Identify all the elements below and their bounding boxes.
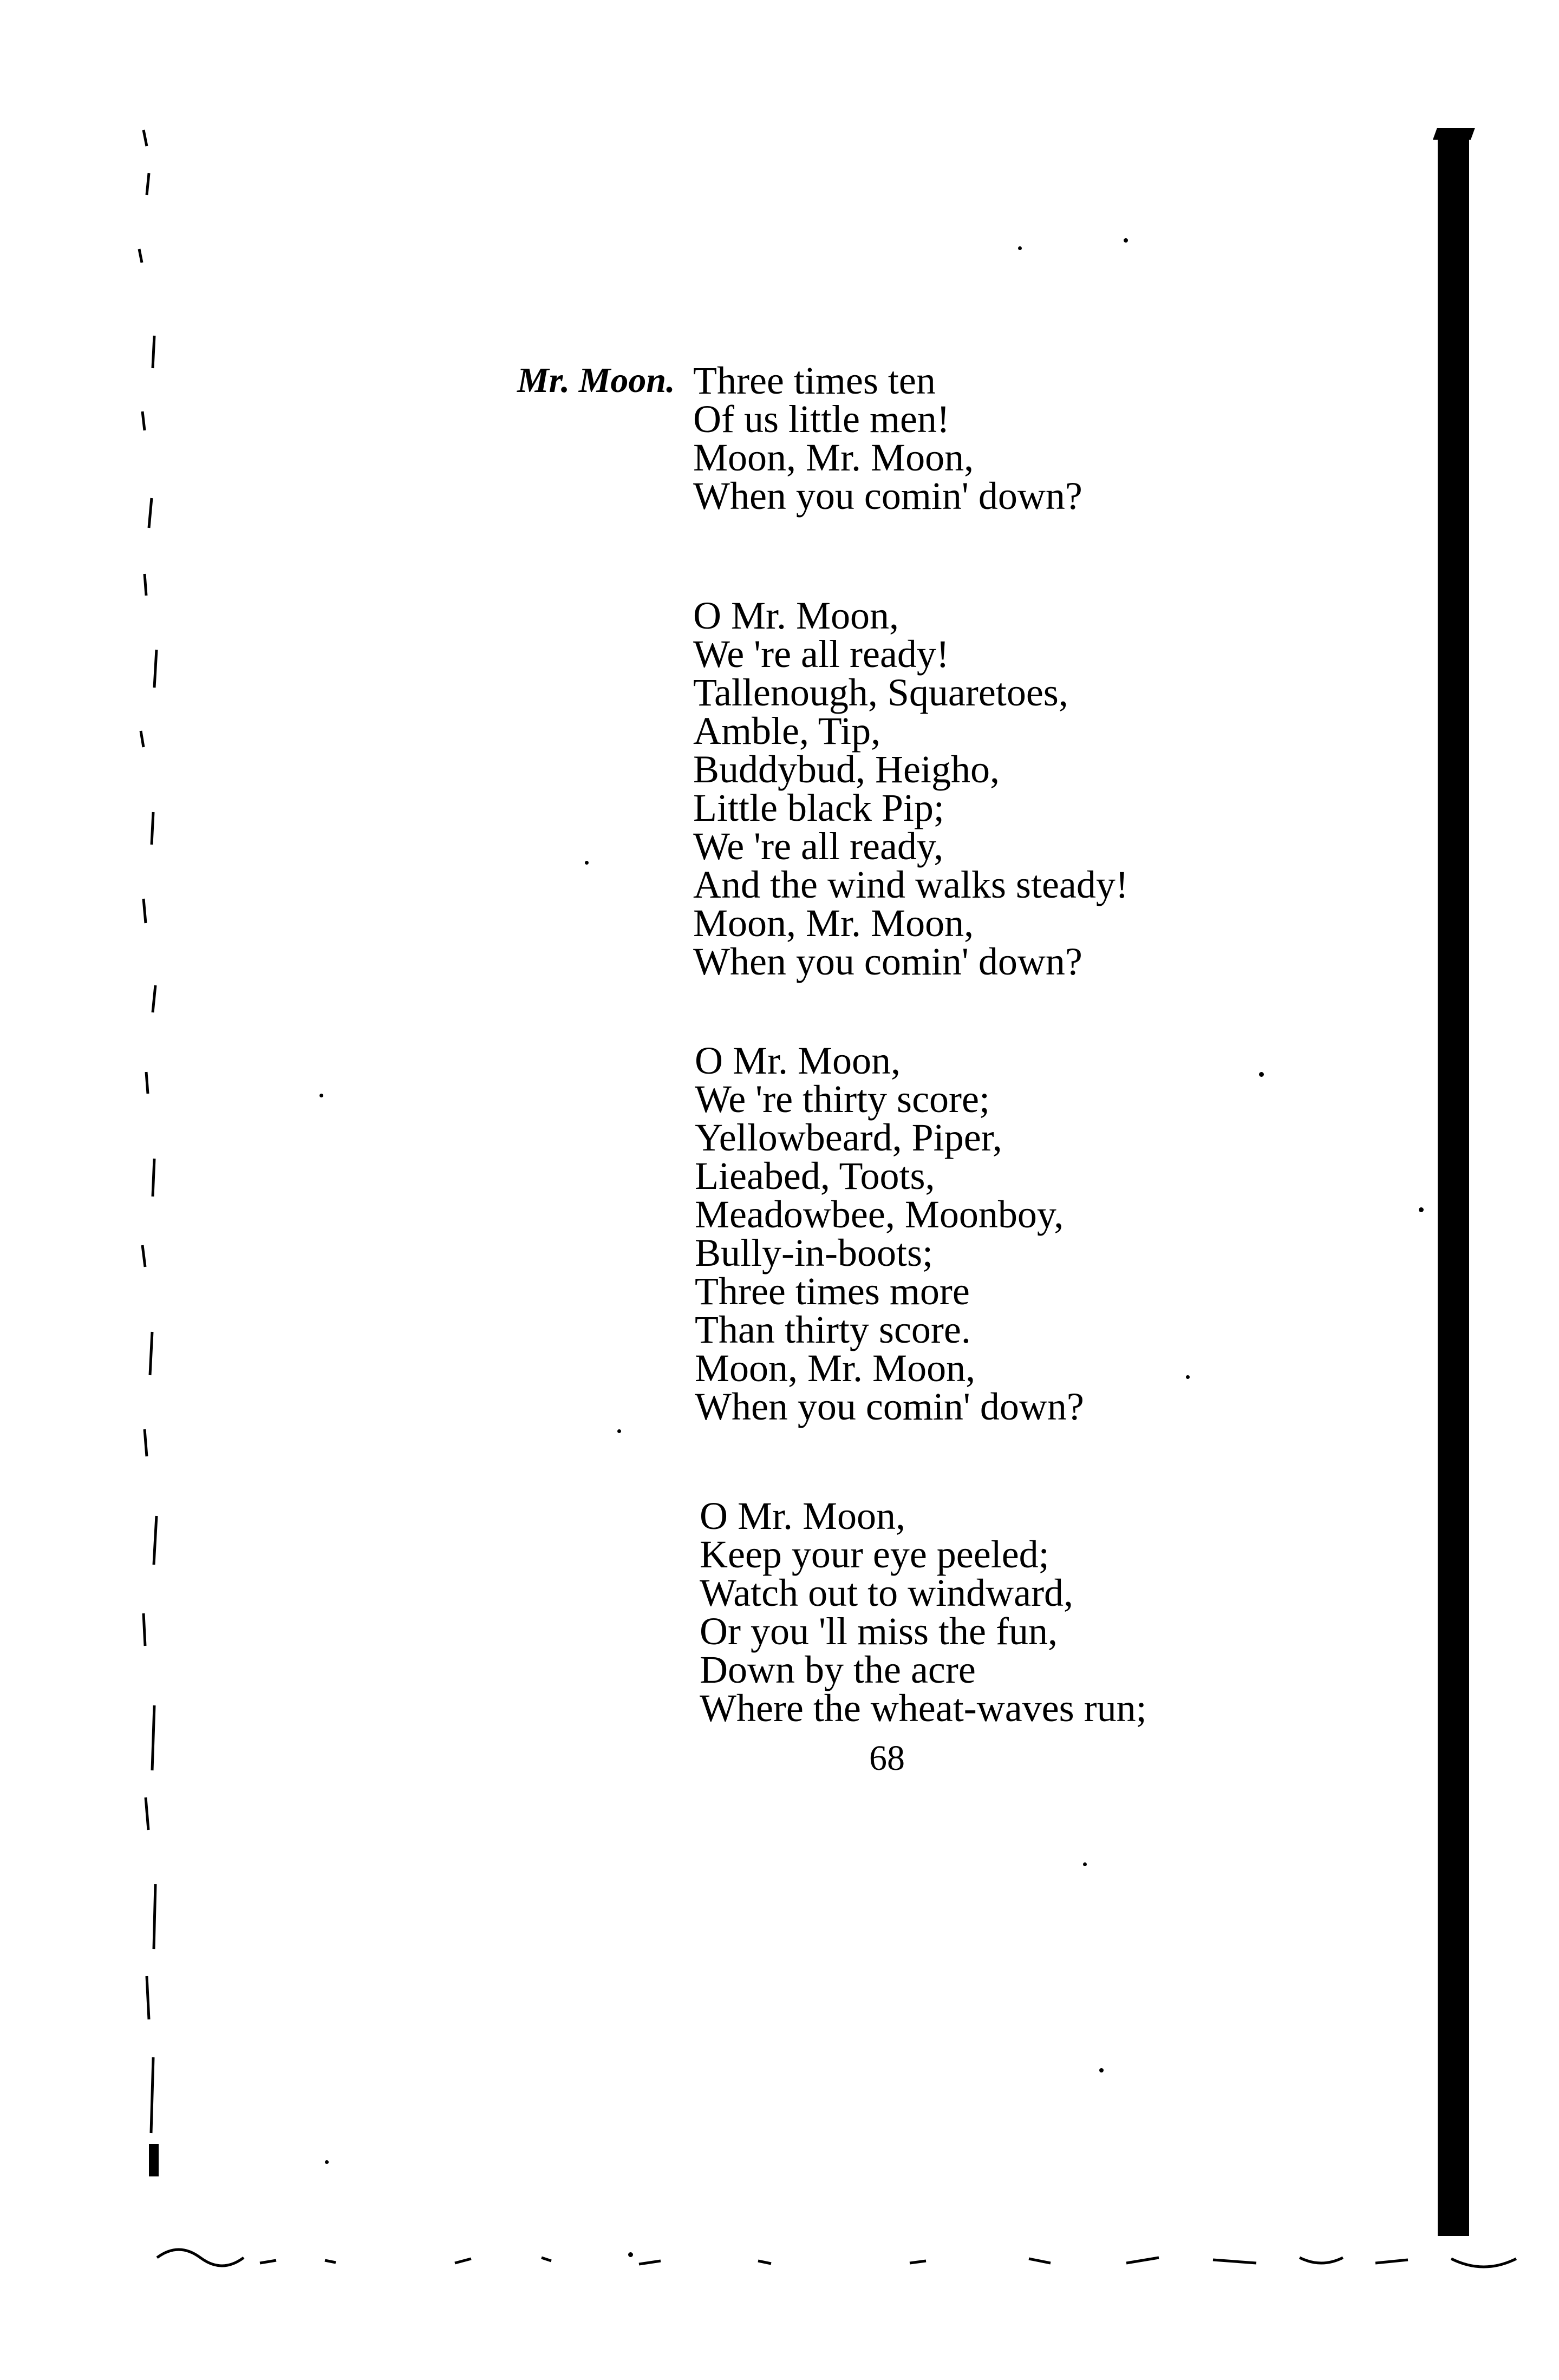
poem-line: Where the wheat-waves run; (700, 1686, 1147, 1730)
poem-line: Moon, Mr. Moon, (695, 1346, 976, 1390)
poem-line: Down by the acre (700, 1648, 976, 1691)
poem-line: Of us little men! (693, 397, 950, 441)
poem-line: Tallenough, Squaretoes, (693, 671, 1068, 714)
poem-line: We 're all ready, (693, 825, 944, 868)
poem-line: Three times more (695, 1270, 970, 1313)
scan-speck (1083, 1862, 1087, 1866)
poem-line: Lieabed, Toots, (695, 1154, 935, 1198)
scan-speck (1099, 2068, 1104, 2072)
poem-line: O Mr. Moon, (700, 1494, 906, 1538)
scan-speck (1419, 1207, 1424, 1212)
poem-line: Moon, Mr. Moon, (693, 901, 974, 945)
page-number: 68 (869, 1738, 905, 1778)
scan-speck (1186, 1375, 1190, 1379)
poem-line: Bully-in-boots; (695, 1231, 934, 1274)
poem-line: Three times ten (693, 359, 936, 402)
poem-line: O Mr. Moon, (693, 594, 899, 637)
scan-speck (628, 2252, 633, 2257)
scan-bottom-edge-noise (152, 2225, 1538, 2285)
poem-line: And the wind walks steady! (693, 863, 1129, 906)
stanza-1 (693, 359, 1082, 518)
poem-line: Keep your eye peeled; (700, 1533, 1049, 1576)
stanza-2 (693, 594, 1129, 983)
scan-edge-bar (1438, 135, 1469, 2236)
poem-line: Yellowbeard, Piper, (695, 1116, 1002, 1159)
stanza-3 (695, 1039, 1084, 1428)
poem-line: When you comin' down? (695, 1385, 1084, 1428)
poem-line: O Mr. Moon, (695, 1039, 901, 1082)
poem-line: We 're thirty score; (695, 1077, 990, 1121)
stanza-4 (700, 1494, 1147, 1730)
scan-speck (1124, 238, 1128, 243)
poem-line: Watch out to windward, (700, 1571, 1074, 1614)
poem-line: Or you 'll miss the fun, (700, 1610, 1058, 1653)
scan-speck (1018, 246, 1022, 250)
poem-line: Than thirty score. (695, 1308, 971, 1351)
poem-line: Moon, Mr. Moon, (693, 436, 974, 479)
scan-speck (319, 1094, 323, 1097)
scan-speck (325, 2160, 329, 2164)
scan-left-edge-noise (133, 108, 181, 2220)
poem-line: Buddybud, Heigho, (693, 748, 1000, 791)
scan-speck (1259, 1072, 1264, 1077)
scan-speck (617, 1429, 621, 1433)
poem-line: Amble, Tip, (693, 709, 881, 753)
poem-line: When you comin' down? (693, 474, 1082, 518)
poem-line: We 're all ready! (693, 632, 949, 676)
poem-line: Meadowbee, Moonboy, (695, 1193, 1064, 1236)
scan-speck (585, 861, 589, 865)
poem-line: When you comin' down? (693, 940, 1082, 983)
speaker-name: Mr. Moon. (517, 361, 675, 400)
poem-line: Little black Pip; (693, 786, 944, 829)
